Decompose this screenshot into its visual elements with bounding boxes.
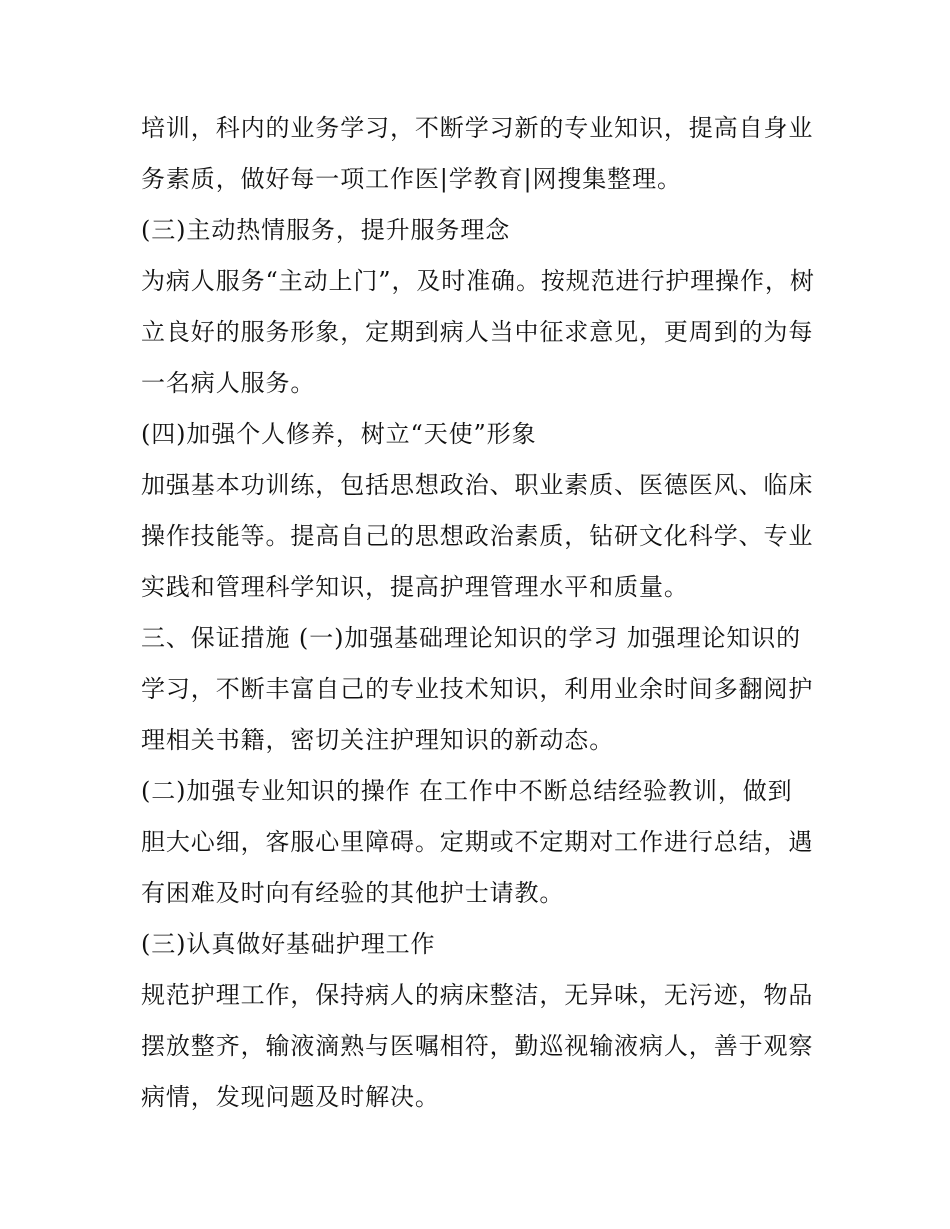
paragraph-line: 务素质，做好每一项工作医|学教育|网搜集整理。 xyxy=(141,165,682,193)
section-heading: (三)主动热情服务，提升服务理念 xyxy=(141,216,511,244)
paragraph-line: 有困难及时向有经验的其他护士请教。 xyxy=(141,879,565,907)
section-heading: (二)加强专业知识的操作 在工作中不断总结经验教训，做到 xyxy=(141,777,793,805)
paragraph-line: 规范护理工作，保持病人的病床整洁，无异味，无污迹，物品 xyxy=(141,981,814,1009)
paragraph-line: 摆放整齐，输液滴熟与医嘱相符，勤巡视输液病人，善于观察 xyxy=(141,1032,814,1060)
section-heading: (四)加强个人修养，树立“天使”形象 xyxy=(141,420,537,448)
section-heading: 三、保证措施 (一)加强基础理论知识的学习 加强理论知识的 xyxy=(141,624,802,652)
paragraph-line: 病情，发现问题及时解决。 xyxy=(141,1083,440,1111)
paragraph-line: 学习，不断丰富自己的专业技术知识，利用业余时间多翻阅护 xyxy=(141,675,814,703)
paragraph-line: 培训，科内的业务学习，不断学习新的专业知识，提高自身业 xyxy=(141,114,814,142)
paragraph-line: 一名病人服务。 xyxy=(141,369,316,397)
paragraph-line: 理相关书籍，密切关注护理知识的新动态。 xyxy=(141,726,615,754)
paragraph-line: 立良好的服务形象，定期到病人当中征求意见，更周到的为每 xyxy=(141,318,814,346)
paragraph-line: 操作技能等。提高自己的思想政治素质，钻研文化科学、专业 xyxy=(141,522,814,550)
paragraph-line: 胆大心细，客服心里障碍。定期或不定期对工作进行总结，遇 xyxy=(141,828,814,856)
paragraph-line: 为病人服务“主动上门”，及时准确。按规范进行护理操作，树 xyxy=(141,267,815,295)
paragraph-line: 加强基本功训练，包括思想政治、职业素质、医德医风、临床 xyxy=(141,471,814,499)
paragraph-line: 实践和管理科学知识，提高护理管理水平和质量。 xyxy=(141,573,689,601)
section-heading: (三)认真做好基础护理工作 xyxy=(141,930,436,958)
